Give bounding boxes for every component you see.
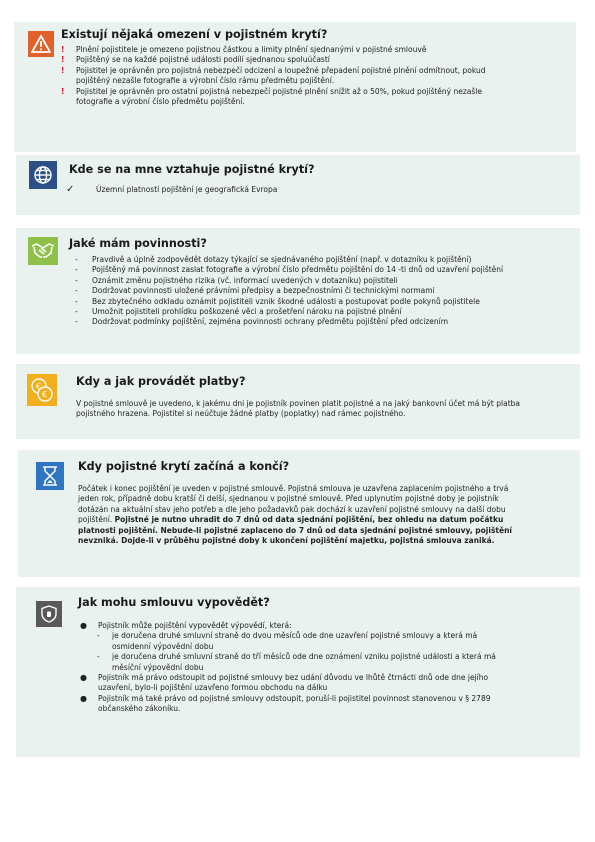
list-item: ● Pojistník může pojištění vypovědět výpovědí, která:	[80, 621, 292, 630]
list-item: ● Pojistník má právo odstoupit od pojistné smlouvy bez udání důvodu ve lhůtě čtrnácti dnů ode dne jejího uzavření, bylo-li pojištění uzavřeno formou obchodu na dálku	[80, 673, 489, 693]
list-item: - Oznámit změnu pojistného rizika (vč. informací uvedených v dotazníku) pojistiteli	[75, 275, 398, 285]
list-item: - je doručena druhé smluvní straně do dvou měsíců ode dne uzavření pojistné smlouvy a která má osmidenní výpovědní dobu	[97, 631, 478, 651]
exclamation-icon: !	[61, 65, 65, 75]
exclamation-icon: !	[61, 55, 65, 65]
shield-icon	[36, 601, 62, 627]
hourglass-icon	[36, 462, 64, 490]
restrictions-list	[61, 45, 566, 107]
list-item: - Pojištěný má povinnost zaslat fotografie a výrobní číslo předmětu pojištění do 14 -ti dnů od uzavření pojištění	[75, 265, 504, 275]
list-item: ! Pojištěný se na každé pojistné události podílí sjednanou spoluúčastí	[61, 55, 330, 65]
list-item: - Umožnit pojistiteli prohlídku poškozené věci a prošetření nároku na pojistné plnění	[75, 307, 402, 317]
period-text: Počátek i konec pojištění je uveden v pojistné smlouvě. Pojistná smlouva je uzavřena zaplacením pojistného a trvá jeden rok, případně dobu kratší či delší, sjednanou v pojistné smlouvě. Před uplynutím pojistné doby je pojistník dotázán na aktuální stav jeho potřeb a dle jeho požadavků pak dochází k uzavření pojistné smlouvy na další dobu pojištění. Pojistné je nutno uhradit do 7 dnů od data sjednání pojištění, bez ohledu na datum počátku platnosti pojištění. Nebude-li pojistné zaplaceno do 7 dnů od data sjednání pojistné smlouvy, pojištění nevzniká. Dojde-li v průběhu pojistné doby k ukončení pojištění majetku, pojistná smlouva zaniká.	[78, 484, 512, 546]
coverage-text-row: ✓ Územní platností pojištění je geografická Evropa	[66, 184, 278, 195]
duties-list	[72, 255, 577, 328]
restrictions-title: Existují nějaká omezení v pojistném krytí?	[61, 28, 328, 41]
coverage-section	[16, 155, 580, 215]
duties-section	[16, 228, 580, 354]
svg-text:€: €	[36, 382, 42, 391]
termination-section	[16, 587, 580, 757]
check-icon: ✓	[66, 184, 75, 195]
period-section	[18, 450, 580, 577]
list-item: ! Pojistitel je oprávněn pro ostatní pojistná nebezpečí pojistné plnění snížit až o 50%, pokud pojištěný nezašle fotografie a výrobní číslo předmětu pojištění.	[61, 86, 482, 107]
termination-title: Jak mohu smlouvu vypovědět?	[78, 596, 270, 609]
list-item: - Dodržovat podmínky pojištění, zejména povinnosti ochrany předmětu pojištění před odcizením	[75, 317, 449, 327]
termination-list	[76, 621, 566, 715]
svg-text:€: €	[42, 390, 48, 399]
payments-text: V pojistné smlouvě je uvedeno, k jakému dni je pojistník povinen platit pojistné a na jaký bankovní účet má být platba pojistného hrazena. Pojistitel si neúčtuje žádné platby (poplatky) nad rámec pojistného.	[76, 399, 520, 419]
period-title: Kdy pojistné krytí začíná a končí?	[78, 460, 290, 473]
restrictions-section	[14, 22, 576, 152]
list-item: - je doručena druhé smluvní straně do tří měsíců ode dne oznámení vzniku pojistné události a která má měsíční výpovědní dobu	[97, 652, 496, 672]
coins-icon	[27, 374, 57, 406]
exclamation-icon: !	[61, 45, 65, 54]
coverage-title: Kde se na mne vztahuje pojistné krytí?	[69, 163, 315, 176]
list-item: - Pravdivě a úplně zodpovědět dotazy týkající se sjednávaného pojištění (např. v dotazníku k pojištění)	[75, 255, 472, 264]
list-item: - Dodržovat povinnosti uložené právními předpisy a bezpečnostními či technickými normami	[75, 286, 435, 296]
list-item: ! Pojistitel je oprávněn pro pojistná nebezpečí odcizení a loupežné přepadení pojistné plnění odmítnout, pokud pojištěný nezašle fotografie a výrobní číslo rámu předmětu pojištění.	[61, 65, 486, 86]
payments-section	[16, 364, 580, 439]
warning-icon	[28, 31, 54, 57]
payments-title: Kdy a jak provádět platby?	[76, 375, 246, 388]
list-item: - Bez zbytečného odkladu oznámit pojistiteli vznik škodné události a postupovat podle pokynů pojistitele	[75, 296, 480, 306]
duties-title: Jaké mám povinnosti?	[69, 237, 207, 250]
handshake-icon	[28, 237, 58, 265]
list-item: ● Pojistník má také právo od pojistné smlouvy odstoupit, poruší-li pojistitel povinnost stanovenou v § 2789 občanského zákoníku.	[80, 693, 491, 714]
exclamation-icon: !	[61, 86, 65, 96]
globe-icon	[29, 161, 57, 189]
list-item: ! Plnění pojistitele je omezeno pojistnou částkou a limity plnění sjednanými v pojistné smlouvě	[61, 45, 427, 54]
